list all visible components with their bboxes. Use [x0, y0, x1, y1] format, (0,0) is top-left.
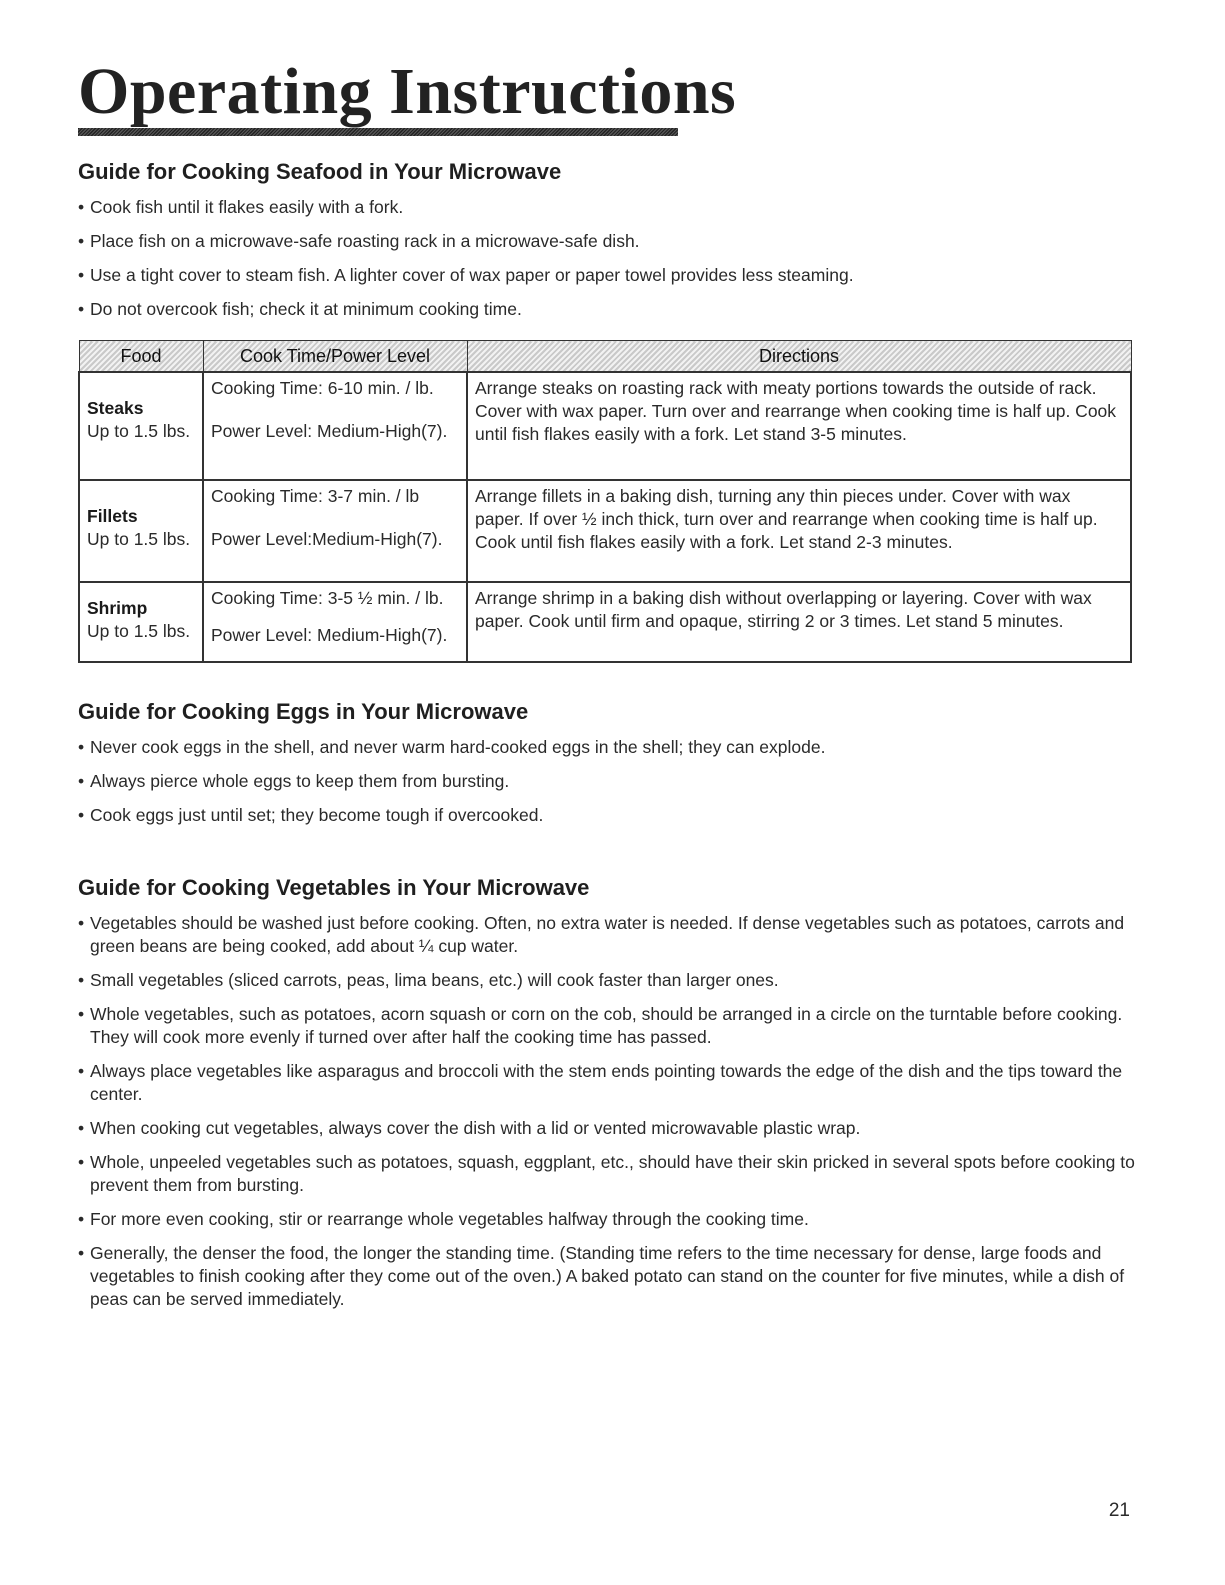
list-item: • Use a tight cover to steam fish. A lighter cover of wax paper or paper towel provides less steaming.	[78, 264, 1138, 287]
page-title: Operating Instructions	[78, 55, 737, 128]
list-item: • For more even cooking, stir or rearrange whole vegetables halfway through the cooking time.	[78, 1208, 1138, 1231]
table-row	[79, 480, 1131, 582]
cooking-time: Cooking Time: 6-10 min. / lb.	[211, 378, 434, 398]
list-item: • Generally, the denser the food, the longer the standing time. (Standing time refers to the time necessary for dense, large foods and vegetables to finish cooking after they come out of the oven.) A baked potato can stand on the counter for five minutes, while a dish of peas can be served immediately.	[78, 1242, 1138, 1311]
food-name: Steaks	[87, 398, 144, 418]
food-name: Fillets	[87, 506, 138, 526]
eggs-bullet-list	[78, 736, 1138, 838]
list-item: • Do not overcook fish; check it at minimum cooking time.	[78, 298, 1138, 321]
title-underline	[78, 128, 678, 136]
header-directions: Directions	[467, 341, 1131, 373]
list-item: • Vegetables should be washed just before cooking. Often, no extra water is needed. If dense vegetables such as potatoes, carrots and green beans are being cooked, add about ¼ cup water.	[78, 912, 1138, 958]
food-quantity: Up to 1.5 lbs.	[87, 621, 191, 641]
vegetables-heading: Guide for Cooking Vegetables in Your Microwave	[78, 875, 590, 900]
list-item: • Cook fish until it flakes easily with a fork.	[78, 196, 1138, 219]
seafood-bullet-list	[78, 196, 1138, 332]
food-cell	[79, 480, 203, 582]
power-level: Power Level:Medium-High(7).	[211, 529, 443, 549]
page-number: 21	[1108, 1500, 1130, 1521]
cooking-time: Cooking Time: 3-5 ½ min. / lb.	[211, 588, 444, 608]
food-cell	[79, 372, 203, 480]
cook-time-cell	[203, 480, 467, 582]
list-item: • Always pierce whole eggs to keep them from bursting.	[78, 770, 1138, 793]
table-header-row	[79, 341, 1131, 373]
list-item: • Never cook eggs in the shell, and never warm hard-cooked eggs in the shell; they can explode.	[78, 736, 1138, 759]
food-quantity: Up to 1.5 lbs.	[87, 421, 191, 441]
seafood-cooking-table	[78, 340, 1132, 663]
power-level: Power Level: Medium-High(7).	[211, 421, 448, 441]
food-name: Shrimp	[87, 598, 148, 618]
list-item: • Small vegetables (sliced carrots, peas, lima beans, etc.) will cook faster than larger ones.	[78, 969, 1138, 992]
list-item: • When cooking cut vegetables, always cover the dish with a lid or vented microwavable plastic wrap.	[78, 1117, 1138, 1140]
food-cell	[79, 582, 203, 662]
list-item: • Cook eggs just until set; they become tough if overcooked.	[78, 804, 1138, 827]
header-cook-time-power-level: Cook Time/Power Level	[203, 341, 467, 373]
cook-time-cell	[203, 582, 467, 662]
cook-time-cell	[203, 372, 467, 480]
table-row	[79, 372, 1131, 480]
directions-cell: Arrange fillets in a baking dish, turning any thin pieces under. Cover with wax paper. If over ½ inch thick, turn over and rearrange when cooking time is half up. Cook until fish flakes easily with a fork. Let stand 2-3 minutes.	[467, 480, 1131, 582]
directions-cell: Arrange steaks on roasting rack with meaty portions towards the outside of rack. Cover with wax paper. Turn over and rearrange when cooking time is half up. Cook until fish flakes easily with a fork. Let stand 3-5 minutes.	[467, 372, 1131, 480]
eggs-heading: Guide for Cooking Eggs in Your Microwave	[78, 699, 529, 724]
cooking-time: Cooking Time: 3-7 min. / lb	[211, 486, 420, 506]
directions-cell: Arrange shrimp in a baking dish without overlapping or layering. Cover with wax paper. Cook until firm and opaque, stirring 2 or 3 times. Let stand 5 minutes.	[467, 582, 1131, 662]
food-quantity: Up to 1.5 lbs.	[87, 529, 191, 549]
header-food: Food	[79, 341, 203, 373]
list-item: • Always place vegetables like asparagus and broccoli with the stem ends pointing towards the edge of the dish and the tips toward the center.	[78, 1060, 1138, 1106]
seafood-heading: Guide for Cooking Seafood in Your Microwave	[78, 159, 562, 184]
list-item: • Whole, unpeeled vegetables such as potatoes, squash, eggplant, etc., should have their skin pricked in several spots before cooking to prevent them from bursting.	[78, 1151, 1138, 1197]
power-level: Power Level: Medium-High(7).	[211, 625, 448, 645]
table-row	[79, 582, 1131, 662]
vegetables-bullet-list	[78, 912, 1138, 1322]
list-item: • Place fish on a microwave-safe roasting rack in a microwave-safe dish.	[78, 230, 1138, 253]
list-item: • Whole vegetables, such as potatoes, acorn squash or corn on the cob, should be arranged in a circle on the turntable before cooking. They will cook more evenly if turned over after half the cooking time has passed.	[78, 1003, 1138, 1049]
